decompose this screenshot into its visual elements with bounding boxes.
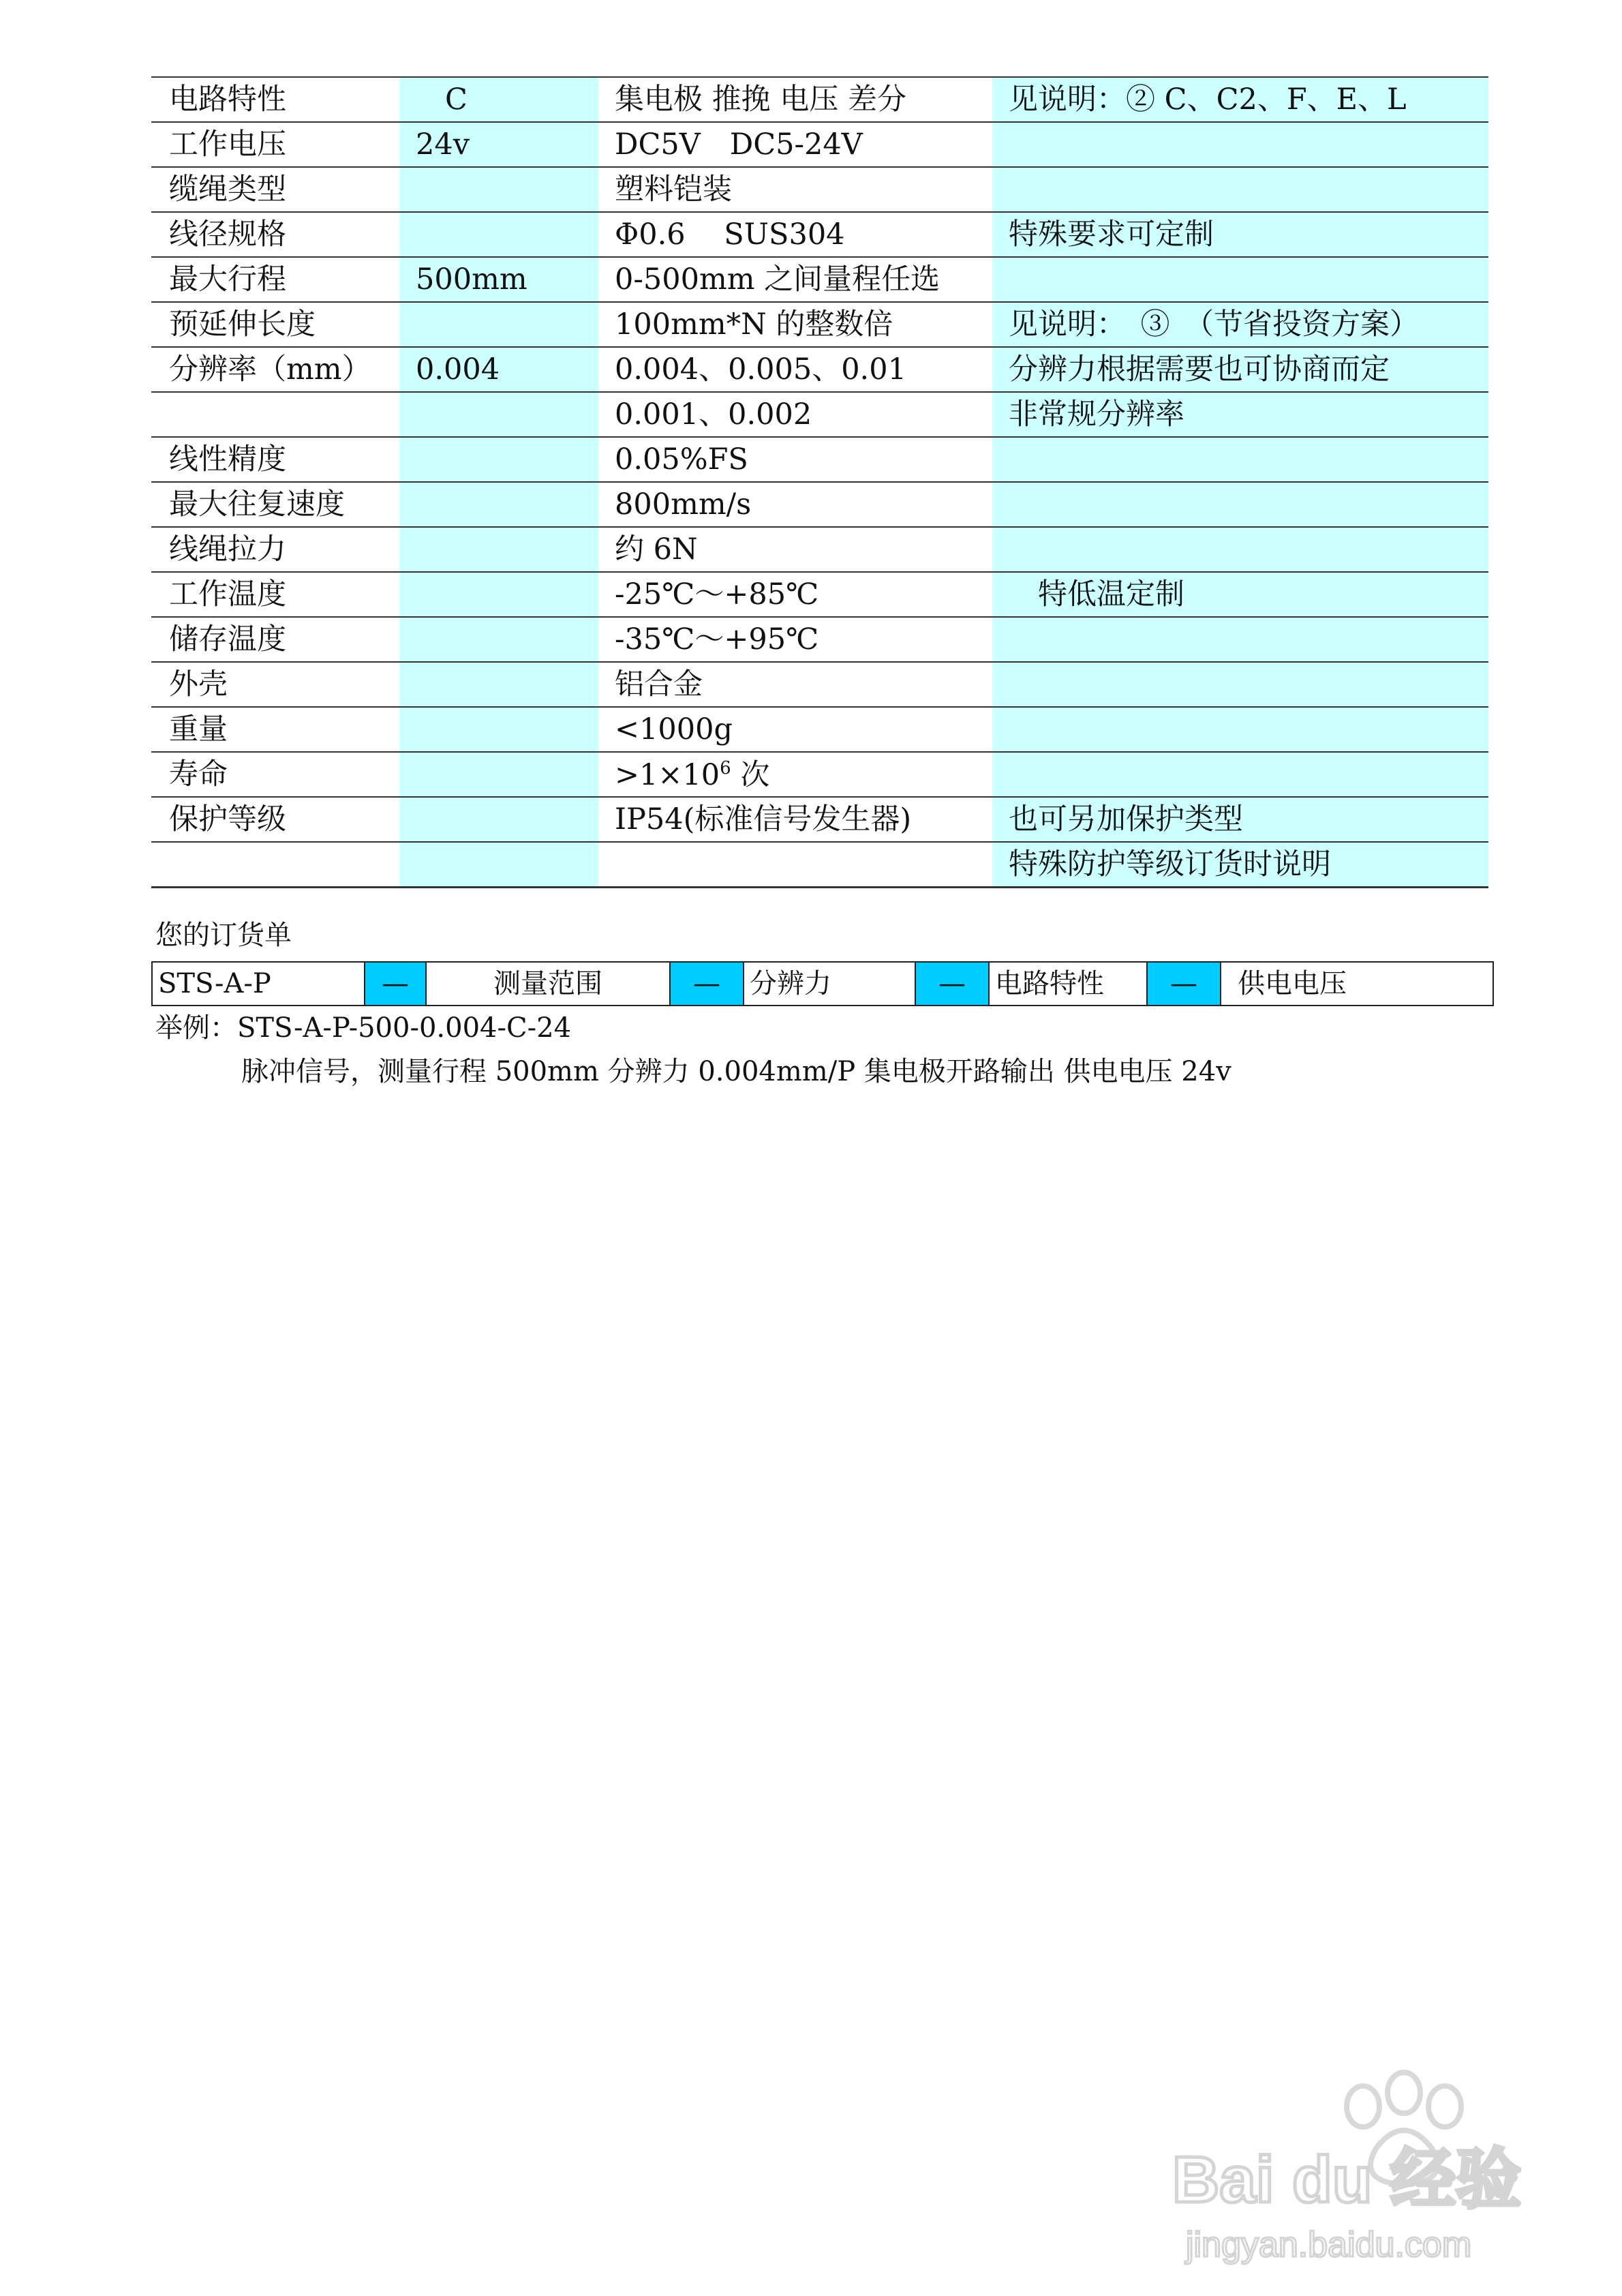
- spec-cell-c2: [399, 77, 598, 122]
- baidu-jingyan-watermark: [1159, 2066, 1540, 2270]
- spec-cell-c1: [151, 77, 399, 122]
- spec-cell-c1: [151, 662, 399, 707]
- spec-cell-text: 铝合金: [615, 667, 703, 701]
- spec-cell-c1: [151, 122, 399, 167]
- spec-cell-c3: [598, 617, 992, 662]
- spec-cell-c3: [598, 257, 992, 302]
- spec-cell-text: 特殊要求可定制: [1009, 217, 1214, 252]
- spec-cell-superscript: 6: [720, 757, 731, 779]
- spec-cell-c3: [598, 707, 992, 752]
- spec-cell-c3: [598, 347, 992, 392]
- spec-cell-text: 见说明：② C、C2、F、E、L: [1009, 82, 1407, 117]
- spec-cell-text: 线性精度: [169, 442, 286, 477]
- spec-cell-text: Φ0.6 SUS304: [615, 217, 845, 252]
- spec-cell-c2: [399, 257, 598, 302]
- spec-row: [151, 212, 1488, 257]
- spec-cell-c4: [992, 752, 1488, 797]
- spec-cell-c3: [598, 122, 992, 167]
- spec-cell-c2: [399, 392, 598, 437]
- spec-row: [151, 347, 1488, 392]
- spec-row: [151, 527, 1488, 572]
- spec-cell-c1: [151, 167, 399, 212]
- spec-row: [151, 572, 1488, 617]
- spec-row: [151, 77, 1488, 122]
- spec-cell-c3: [598, 752, 992, 797]
- order-form-title: 您的订货单: [155, 920, 292, 951]
- order-supply-voltage: 供电电压: [1221, 962, 1493, 1006]
- spec-cell-c1: [151, 482, 399, 527]
- spec-cell-c1: [151, 347, 399, 392]
- spec-cell-c4: [992, 572, 1488, 617]
- spec-cell-c2: [399, 617, 598, 662]
- spec-cell-text: 0-500mm 之间量程任选: [615, 262, 940, 297]
- spec-cell-c4: [992, 302, 1488, 347]
- spec-cell-c3: [598, 392, 992, 437]
- spec-cell-c4: [992, 527, 1488, 572]
- spec-cell-c3: [598, 572, 992, 617]
- spec-row: [151, 797, 1488, 842]
- spec-cell-c1: [151, 797, 399, 842]
- spec-cell-c2: [399, 527, 598, 572]
- spec-cell-text: 工作电压: [169, 127, 286, 162]
- spec-cell-text: 缆绳类型: [169, 172, 286, 207]
- spec-cell-c4: [992, 797, 1488, 842]
- spec-cell-c2: [399, 752, 598, 797]
- spec-cell-text: 800mm/s: [615, 487, 752, 522]
- spec-cell-c4: [992, 257, 1488, 302]
- spec-row: [151, 257, 1488, 302]
- order-form: [151, 961, 1494, 1006]
- spec-cell-c4: [992, 167, 1488, 212]
- order-separator: —: [915, 962, 989, 1006]
- spec-table-body: [151, 77, 1488, 888]
- spec-cell-text: 分辨率（mm）: [169, 352, 371, 387]
- spec-cell-c4: [992, 482, 1488, 527]
- example-description: 脉冲信号，测量行程 500mm 分辨力 0.004mm/P 集电极开路输出 供电电压 24v: [241, 1056, 1231, 1087]
- spec-cell-c1: [151, 212, 399, 257]
- spec-table: [151, 76, 1488, 888]
- spec-cell-c4: [992, 212, 1488, 257]
- spec-cell-c2: [399, 437, 598, 482]
- spec-cell-c2: [399, 482, 598, 527]
- order-separator: —: [670, 962, 744, 1006]
- spec-cell-text: 集电极 推挽 电压 差分: [615, 82, 907, 117]
- spec-row: [151, 752, 1488, 797]
- spec-cell-text: <1000g: [615, 712, 733, 746]
- order-separator: —: [1147, 962, 1221, 1006]
- spec-cell-c1: [151, 527, 399, 572]
- spec-cell-c4: [992, 617, 1488, 662]
- spec-cell-text: 塑料铠装: [615, 172, 732, 207]
- spec-cell-c2: [399, 707, 598, 752]
- spec-cell-c3: [598, 212, 992, 257]
- spec-cell-text: >1×10: [615, 757, 720, 792]
- spec-cell-c2: [399, 797, 598, 842]
- spec-cell-c3: [598, 662, 992, 707]
- spec-cell-c2: [399, 212, 598, 257]
- spec-cell-c4: [992, 437, 1488, 482]
- spec-cell-text: 0.004: [416, 352, 500, 387]
- spec-cell-c2: [399, 122, 598, 167]
- spec-cell-text: 特殊防护等级订货时说明: [1009, 847, 1331, 881]
- spec-cell-c4: [992, 662, 1488, 707]
- spec-cell-c3: [598, 77, 992, 122]
- spec-cell-text: 保护等级: [169, 802, 286, 836]
- spec-cell-text: 储存温度: [169, 622, 286, 656]
- order-form-row: [152, 962, 1493, 1006]
- spec-cell-text: 工作温度: [169, 577, 286, 611]
- spec-cell-text: -25℃～+85℃: [615, 577, 819, 611]
- spec-cell-text: C: [416, 82, 468, 117]
- spec-row: [151, 437, 1488, 482]
- spec-cell-text: 电路特性: [169, 82, 286, 117]
- spec-row: [151, 392, 1488, 437]
- spec-row: [151, 707, 1488, 752]
- spec-cell-text: 寿命: [169, 757, 228, 791]
- spec-row: [151, 167, 1488, 212]
- spec-cell-suffix: 次: [731, 757, 770, 792]
- spec-cell-c2: [399, 572, 598, 617]
- spec-cell-c2: [399, 347, 598, 392]
- spec-cell-text: 0.004、0.005、0.01: [615, 352, 906, 387]
- spec-cell-c4: [992, 77, 1488, 122]
- spec-cell-text: 0.001、0.002: [615, 397, 812, 432]
- spec-cell-text: IP54(标准信号发生器): [615, 802, 912, 836]
- spec-cell-c3: [598, 302, 992, 347]
- spec-cell-c3: [598, 482, 992, 527]
- spec-cell-c2: [399, 167, 598, 212]
- spec-cell-text: 最大行程: [169, 262, 286, 297]
- watermark-url: jingyan.baidu.com: [1186, 2225, 1472, 2265]
- spec-cell-c1: [151, 617, 399, 662]
- spec-cell-c2: [399, 842, 598, 888]
- spec-cell-c2: [399, 662, 598, 707]
- spec-cell-text: 分辨力根据需要也可协商而定: [1009, 352, 1390, 387]
- spec-row: [151, 302, 1488, 347]
- spec-row: [151, 482, 1488, 527]
- spec-row: [151, 842, 1488, 888]
- spec-cell-text: 特低温定制: [1009, 577, 1184, 611]
- spec-cell-c1: [151, 257, 399, 302]
- spec-cell-text: 也可另加保护类型: [1009, 802, 1243, 836]
- spec-cell-text: 24v: [416, 127, 470, 162]
- order-model-code: STS-A-P: [152, 962, 365, 1006]
- order-circuit-type: 电路特性: [989, 962, 1147, 1006]
- order-resolution: 分辨力: [744, 962, 915, 1006]
- spec-cell-c1: [151, 842, 399, 888]
- spec-cell-text: 外壳: [169, 667, 228, 701]
- spec-cell-text: 非常规分辨率: [1009, 397, 1184, 432]
- spec-cell-text: DC5V DC5-24V: [615, 127, 863, 162]
- spec-cell-c3: [598, 437, 992, 482]
- spec-row: [151, 122, 1488, 167]
- spec-cell-c4: [992, 842, 1488, 888]
- spec-cell-c4: [992, 122, 1488, 167]
- spec-cell-text: 见说明： ③ （节省投资方案）: [1009, 307, 1419, 342]
- spec-cell-c3: [598, 842, 992, 888]
- spec-cell-c4: [992, 707, 1488, 752]
- spec-cell-c1: [151, 572, 399, 617]
- watermark-brand: Bai du 经验: [1172, 2143, 1522, 2216]
- spec-cell-text: 100mm*N 的整数倍: [615, 307, 893, 342]
- spec-cell-text: 预延伸长度: [169, 307, 316, 342]
- example-label: 举例：STS-A-P-500-0.004-C-24: [155, 1012, 572, 1044]
- spec-cell-c4: [992, 347, 1488, 392]
- spec-cell-c3: [598, 167, 992, 212]
- spec-cell-c1: [151, 707, 399, 752]
- spec-row: [151, 617, 1488, 662]
- spec-cell-text: 重量: [169, 712, 228, 746]
- spec-cell-c1: [151, 392, 399, 437]
- spec-cell-c1: [151, 437, 399, 482]
- spec-cell-c3: [598, 527, 992, 572]
- spec-cell-text: 500mm: [416, 262, 527, 297]
- order-separator: —: [365, 962, 426, 1006]
- spec-cell-text: 最大往复速度: [169, 487, 345, 522]
- spec-cell-text: 线径规格: [169, 217, 286, 252]
- spec-cell-text: 约 6N: [615, 532, 698, 567]
- order-measure-range: 测量范围: [426, 962, 670, 1006]
- spec-cell-c3: [598, 797, 992, 842]
- spec-cell-c1: [151, 752, 399, 797]
- spec-cell-text: 线绳拉力: [169, 532, 286, 567]
- spec-cell-text: -35℃～+95℃: [615, 622, 819, 656]
- spec-cell-c4: [992, 392, 1488, 437]
- spec-cell-c2: [399, 302, 598, 347]
- spec-cell-text: 0.05%FS: [615, 442, 748, 477]
- spec-cell-c1: [151, 302, 399, 347]
- spec-row: [151, 662, 1488, 707]
